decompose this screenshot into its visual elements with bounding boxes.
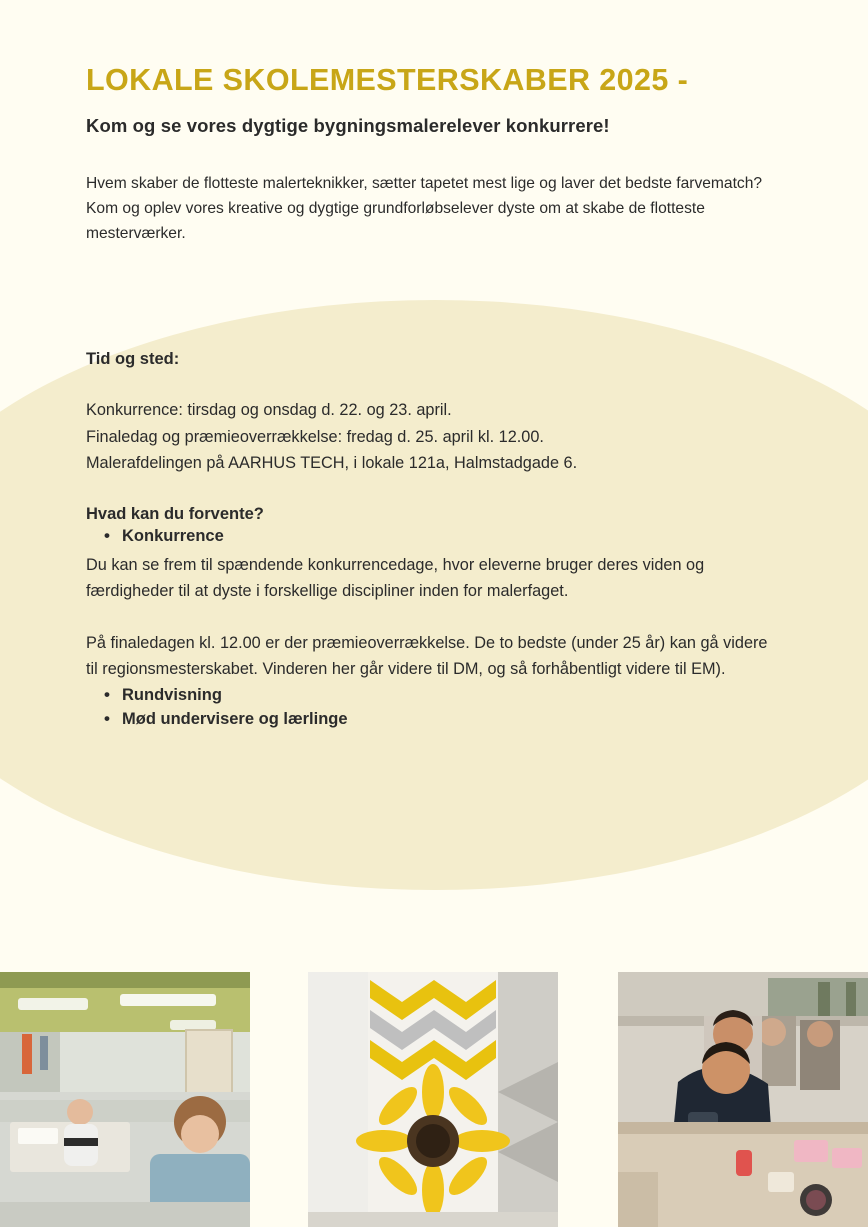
bullet-list-konkurrence <box>86 524 782 549</box>
page-title: LOKALE SKOLEMESTERSKABER 2025 - <box>86 63 689 97</box>
time-place-heading: Tid og sted: <box>86 350 180 369</box>
photo-strip <box>0 972 868 1227</box>
expect-block <box>86 477 782 733</box>
paragraph-finaledag: På finaledagen kl. 12.00 er der præmieoverrækkelse. De to bedste (under 25 år) kan gå videre til regionsmesterskabet. Vinderen her går videre til DM, og så forhåbentligt videre til EM). <box>86 634 768 679</box>
painted-wall-sunflower-photo <box>308 972 558 1227</box>
workshop-classroom-photo <box>0 972 250 1227</box>
details-line-1: Konkurrence: tirsdag og onsdag d. 22. og 23. april. <box>86 401 452 420</box>
bullet-list-rundvisning <box>86 683 782 708</box>
time-place-block <box>86 246 782 476</box>
details-line-2: Finaledag og præmieoverrækkelse: fredag d. 25. april kl. 12.00. <box>86 427 544 446</box>
list-item-moed-undervisere: • Mød undervisere og lærlinge <box>122 707 782 732</box>
expect-heading: Hvad kan du forvente? <box>86 504 264 523</box>
list-item-rundvisning: • Rundvisning <box>122 683 782 708</box>
details-line-3: Malerafdelingen på AARHUS TECH, i lokale 121a, Halmstadgade 6. <box>86 454 578 473</box>
paragraph-konkurrence: Du kan se frem til spændende konkurrencedage, hvor eleverne bruger deres viden og færdigheder til at dyste i forskellige discipliner inden for malerfaget. <box>86 556 705 601</box>
time-place-details <box>86 369 782 476</box>
bullet-list-moed <box>86 707 782 732</box>
page-subtitle: Kom og se vores dygtige bygningsmalerelever konkurrere! <box>86 114 610 136</box>
list-item-konkurrence: • Konkurrence <box>122 524 782 549</box>
students-working-photo <box>618 972 868 1227</box>
intro-paragraph: Hvem skaber de flotteste malerteknikker, sætter tapetet mest lige og laver det bedste farvematch? Kom og oplev vores kreative og dygtige grundforløbselever dyste om at skabe de flotteste mesterværker. <box>86 174 763 243</box>
